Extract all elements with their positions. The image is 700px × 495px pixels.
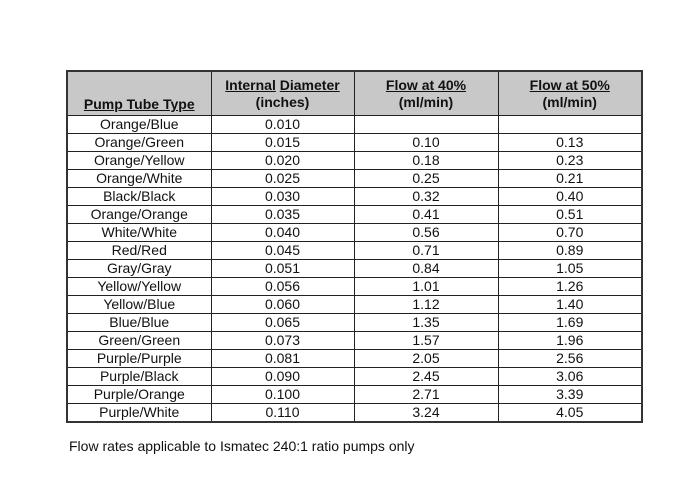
table-row [67, 314, 642, 332]
tube-type-cell: Green/Green [67, 332, 211, 350]
flow-50-cell: 1.05 [498, 260, 642, 278]
diameter-cell: 0.073 [211, 332, 354, 350]
table-row [67, 278, 642, 296]
flow-40-cell: 0.18 [354, 152, 498, 170]
diameter-cell: 0.015 [211, 134, 354, 152]
table-row [67, 206, 642, 224]
flow-40-cell: 0.25 [354, 170, 498, 188]
flow-40-cell: 0.56 [354, 224, 498, 242]
flow-40-cell: 2.71 [354, 386, 498, 404]
flow-40-cell: 1.12 [354, 296, 498, 314]
tube-type-cell: Black/Black [67, 188, 211, 206]
tube-type-cell: Yellow/Yellow [67, 278, 211, 296]
diameter-cell: 0.030 [211, 188, 354, 206]
table-row [67, 386, 642, 404]
diameter-cell: 0.100 [211, 386, 354, 404]
tube-type-cell: Red/Red [67, 242, 211, 260]
table-row [67, 332, 642, 350]
diameter-cell: 0.051 [211, 260, 354, 278]
table-row [67, 368, 642, 386]
header-flow-50: Flow at 50% (ml/min) [498, 71, 642, 116]
table-row [67, 260, 642, 278]
flow-50-cell: 1.40 [498, 296, 642, 314]
flow-40-cell: 0.10 [354, 134, 498, 152]
flow-50-cell: 3.06 [498, 368, 642, 386]
table-row [67, 242, 642, 260]
flow-50-cell: 1.26 [498, 278, 642, 296]
flow-50-cell: 0.21 [498, 170, 642, 188]
diameter-cell: 0.040 [211, 224, 354, 242]
table-row [67, 296, 642, 314]
flow-40-cell: 1.57 [354, 332, 498, 350]
flow-50-cell: 3.39 [498, 386, 642, 404]
flow-40-cell: 1.01 [354, 278, 498, 296]
tube-type-cell: Orange/Blue [67, 116, 211, 134]
flow-50-cell: 1.96 [498, 332, 642, 350]
flow-40-cell: 0.41 [354, 206, 498, 224]
diameter-cell: 0.060 [211, 296, 354, 314]
diameter-cell: 0.010 [211, 116, 354, 134]
flow-40-cell: 3.24 [354, 404, 498, 423]
tube-type-cell: Orange/White [67, 170, 211, 188]
pump-tube-table [66, 70, 643, 423]
tube-type-cell: White/White [67, 224, 211, 242]
footnote: Flow rates applicable to Ismatec 240:1 ratio pumps only [69, 438, 415, 454]
diameter-cell: 0.056 [211, 278, 354, 296]
flow-40-cell: 2.05 [354, 350, 498, 368]
flow-50-cell: 0.23 [498, 152, 642, 170]
header-internal-diameter: Internal Diameter (inches) [211, 71, 354, 116]
flow-40-cell [354, 116, 498, 134]
flow-50-cell: 0.89 [498, 242, 642, 260]
diameter-cell: 0.035 [211, 206, 354, 224]
tube-type-cell: Yellow/Blue [67, 296, 211, 314]
table-row [67, 116, 642, 134]
tube-type-cell: Gray/Gray [67, 260, 211, 278]
table-row [67, 404, 642, 423]
diameter-cell: 0.025 [211, 170, 354, 188]
tube-type-cell: Orange/Orange [67, 206, 211, 224]
tube-type-cell: Purple/Purple [67, 350, 211, 368]
flow-50-cell: 2.56 [498, 350, 642, 368]
header-flow-40: Flow at 40% (ml/min) [354, 71, 498, 116]
table-body [67, 116, 642, 423]
tube-type-cell: Orange/Yellow [67, 152, 211, 170]
flow-40-cell: 2.45 [354, 368, 498, 386]
flow-50-cell: 0.13 [498, 134, 642, 152]
table-row [67, 350, 642, 368]
flow-40-cell: 0.32 [354, 188, 498, 206]
table-row [67, 152, 642, 170]
tube-type-cell: Orange/Green [67, 134, 211, 152]
flow-50-cell: 1.69 [498, 314, 642, 332]
flow-50-cell: 0.40 [498, 188, 642, 206]
diameter-cell: 0.065 [211, 314, 354, 332]
tube-type-cell: Purple/Black [67, 368, 211, 386]
table-row [67, 170, 642, 188]
flow-50-cell: 4.05 [498, 404, 642, 423]
flow-40-cell: 0.71 [354, 242, 498, 260]
diameter-cell: 0.020 [211, 152, 354, 170]
flow-50-cell: 0.51 [498, 206, 642, 224]
tube-type-cell: Purple/Orange [67, 386, 211, 404]
table-row [67, 134, 642, 152]
diameter-cell: 0.045 [211, 242, 354, 260]
header-pump-tube-type: Pump Tube Type [67, 71, 211, 116]
tube-type-cell: Purple/White [67, 404, 211, 423]
diameter-cell: 0.090 [211, 368, 354, 386]
header-row [67, 71, 642, 116]
table-row [67, 224, 642, 242]
table-row [67, 188, 642, 206]
flow-50-cell: 0.70 [498, 224, 642, 242]
flow-40-cell: 1.35 [354, 314, 498, 332]
tube-type-cell: Blue/Blue [67, 314, 211, 332]
diameter-cell: 0.081 [211, 350, 354, 368]
flow-40-cell: 0.84 [354, 260, 498, 278]
diameter-cell: 0.110 [211, 404, 354, 423]
flow-50-cell [498, 116, 642, 134]
